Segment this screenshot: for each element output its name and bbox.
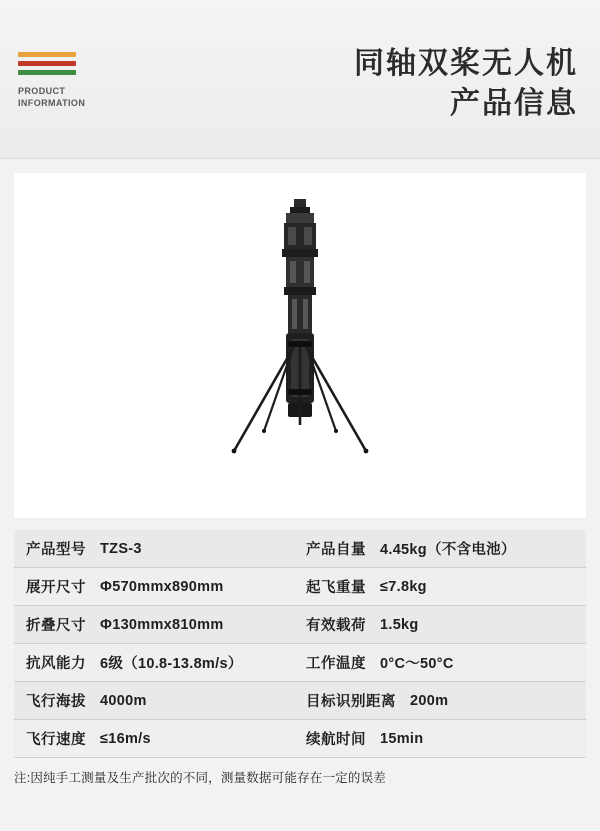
spec-value: ≤16m/s (100, 730, 151, 747)
spec-cell-right (300, 568, 586, 605)
table-row (14, 682, 586, 720)
page-header (0, 0, 600, 159)
spec-cell-right (300, 530, 586, 567)
brand-logo (18, 52, 148, 109)
spec-table (0, 530, 600, 758)
spec-cell-left (14, 720, 300, 757)
spec-cell-left (14, 606, 300, 643)
spec-cell-right (300, 644, 586, 681)
spec-cell-left (14, 530, 300, 567)
spec-value: Φ570mmx890mm (100, 578, 224, 595)
spec-value: 200m (410, 692, 449, 709)
spec-label: 产品自量 (306, 542, 366, 558)
spec-label: 抗风能力 (26, 656, 86, 672)
spec-label: 飞行速度 (26, 732, 86, 748)
spec-label: 目标识别距离 (306, 694, 396, 710)
spec-cell-right (300, 720, 586, 757)
spec-value: Φ130mmx810mm (100, 616, 224, 633)
measurement-note: 注:因纯手工测量及生产批次的不同，测量数据可能存在一定的误差 (14, 771, 386, 785)
logo-bar-orange (18, 52, 76, 57)
spec-label: 产品型号 (26, 542, 86, 558)
table-row (14, 530, 586, 568)
spec-value: ≤7.8kg (380, 578, 427, 595)
spec-value: 0°C～50°C (380, 656, 454, 672)
spec-value: 6级（10.8-13.8m/s） (100, 656, 243, 672)
page-title: 同轴双桨无人机 (354, 47, 578, 80)
spec-label: 工作温度 (306, 656, 366, 672)
logo-bar-red (18, 61, 76, 66)
logo-caption-line2: INFORMATION (18, 98, 86, 108)
table-row (14, 606, 586, 644)
spec-label: 有效载荷 (306, 618, 366, 634)
spec-cell-left (14, 644, 300, 681)
header-title-group (354, 44, 578, 124)
spec-cell-left (14, 682, 300, 719)
spec-label: 续航时间 (306, 732, 366, 748)
spec-cell-right (300, 682, 586, 719)
spec-cell-left (14, 568, 300, 605)
spec-value: 1.5kg (380, 616, 419, 633)
spec-label: 飞行海拔 (26, 694, 86, 710)
table-row (14, 568, 586, 606)
table-row (14, 644, 586, 682)
spec-value: TZS-3 (100, 540, 142, 557)
spec-label: 折叠尺寸 (26, 618, 86, 634)
spec-value: 4000m (100, 692, 147, 709)
drone-illustration (200, 193, 400, 493)
product-photo (14, 173, 586, 518)
logo-bar-green (18, 70, 76, 75)
page-subtitle: 产品信息 (450, 87, 578, 120)
spec-label: 展开尺寸 (26, 580, 86, 596)
logo-caption (18, 85, 148, 109)
logo-bars-icon (18, 52, 76, 75)
logo-caption-line1: PRODUCT (18, 86, 66, 96)
spec-label: 起飞重量 (306, 580, 366, 596)
spec-cell-right (300, 606, 586, 643)
table-row (14, 720, 586, 758)
spec-value: 15min (380, 730, 424, 747)
spec-value: 4.45kg（不含电池） (380, 542, 516, 558)
